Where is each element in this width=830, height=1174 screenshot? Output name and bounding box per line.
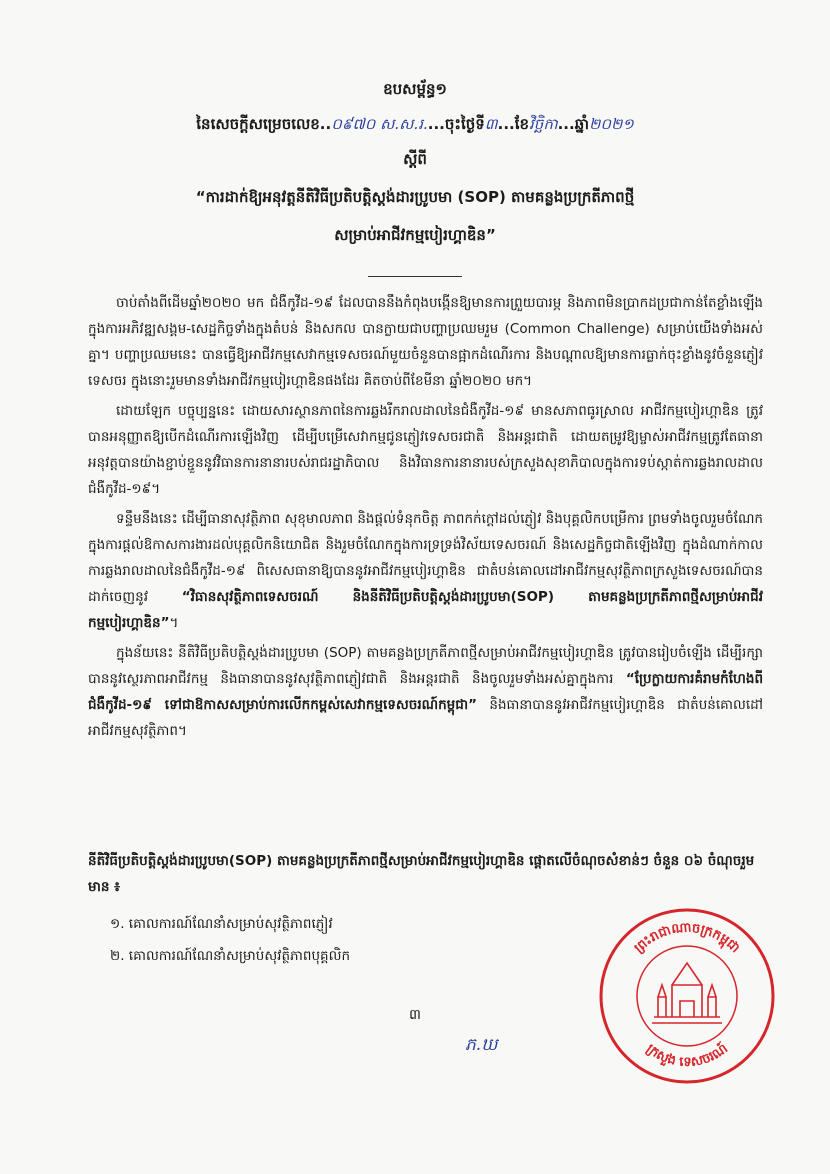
title-divider (368, 276, 462, 277)
date-day: ៣ (484, 115, 498, 133)
decision-line: នៃសេចក្ដីសម្រេចលេខ..០៩៧០ ស.ស.រ....ចុះថ្ងៃទី៣...ខែវិច្ឆិកា...ឆ្នាំ២០២១ (196, 115, 634, 133)
ministry-seal-stamp (596, 905, 778, 1087)
paragraph-3-end: ។ (169, 615, 179, 631)
date-month: វិច្ឆិកា (529, 115, 558, 133)
date-year-label: ឆ្នាំ (574, 115, 590, 133)
paragraph-2: ដោយឡែក បច្ចុប្បន្ននេះ ដោយសារស្ថានភាពនៃការឆ្លងរីករាលដាលនៃជំងឺកូវីដ-១៩ មានសភាពធូរស្រាល អាជីវកម្មបៀរហ្គាឌិន ត្រូវបានអនុញ្ញាតឱ្យបើកដំណើរការឡើងវិញ ដើម្បីបម្រើសេវាកម្មជូនភ្ញៀវទេសចរជាតិ និងអន្តរជាតិ ដោយតម្រូវឱ្យម្ចាស់អាជីវកម្មត្រូវតែធានាអនុវត្តបានយ៉ាងខ្ជាប់ខ្ជួននូវវិធានការនានារបស់រាជរដ្ឋាភិបាល និងវិធានការនានារបស់ក្រសួងសុខាភិបាលក្នុងការទប់ស្កាត់ការឆ្លងរាលដាលជំងឺកូវីដ-១៩។ (88, 403, 763, 497)
list-item: ២. គោលការណ៍ណែនាំសម្រាប់សុវត្ថិភាពបុគ្គលិក (110, 948, 351, 964)
principles-list (110, 908, 590, 972)
date-year: ២០២១ (589, 115, 634, 133)
page-number: ៣ (409, 1007, 421, 1023)
seal-top-textpath: ព្រះរាជាណាចក្រកម្ពុជា (631, 920, 743, 957)
seal-inner-ring (637, 946, 737, 1046)
summary-text: នីតិវិធីប្រតិបត្តិស្តង់ដារប្រូបមា(SOP) តាមគន្លងប្រក្រតីភាពថ្មីសម្រាប់អាជីវកម្មបៀរហ្គាឌិន ផ្ដោតលើចំណុចសំខាន់ៗ ចំនួន ០៦ ចំណុចរួមមាន ៖ (88, 853, 755, 895)
paragraph-3-text: ទន្ទឹមនឹងនេះ ដើម្បីធានាសុវត្ថិភាព សុខុមាលភាព និងផ្ដល់ទំនុកចិត្ត ភាពកក់ក្ដៅដល់ភ្ញៀវ និងបុគ្គលិកបម្រើការ ព្រមទាំងចូលរួមចំណែកក្នុងការផ្ដល់ឱកាសការងារដល់បុគ្គលិកនិយោជិត និងរួមចំណែកក្នុងការទ្រទ្រង់វិស័យទេសចរណ៍ និងសេដ្ឋកិច្ចជាតិឡើងវិញ ក្នុងដំណាក់កាលការឆ្លងរាលដាលនៃជំងឺកូវីដ-១៩ ពិសេសធានាឱ្យបាននូវអាជីវកម្មបៀរហ្គាឌិន ជាតំបន់គោលដៅអាជីវកម្មសុវត្ថិភាពក្រសួងទេសចរណ៍បានដាក់ចេញនូវ (88, 511, 763, 605)
handwritten-initials: ភ.ឃ (465, 1035, 498, 1055)
annex-label: ឧបសម្ព័ន្ធ១ (383, 80, 447, 98)
paragraph-4-emphasis: “ប្រែក្លាយការគំរាមកំហែងពីជំងឺកូវីដ-១៩ ទៅជាឱកាសសម្រាប់ការលើកកម្ពស់សេវាកម្មទេសចរណ៍កម្ពុជា” (88, 671, 764, 713)
paragraph-4-end: និងធានាបាននូវអាជីវកម្មបៀរហ្គាឌិន ជាតំបន់គោលដៅអាជីវកម្មសុវត្ថិភាព។ (88, 697, 763, 739)
date-day-label: ចុះថ្ងៃទី (444, 115, 485, 133)
paragraph-1: ចាប់តាំងពីដើមឆ្នាំ២០២០ មក ជំងឺកូវីដ-១៩ ដែលបាននឹងកំពុងបង្កើនឱ្យមានការព្រួយបារម្ភ និងភាពមិនប្រាកដប្រជាកាន់តែខ្លាំងឡើងក្នុងការអភិវឌ្ឍសង្គម-សេដ្ឋកិច្ចទាំងក្នុងតំបន់ និងសកល បានក្លាយជាបញ្ហាប្រឈមរួម (Common Challenge) សម្រាប់យើងទាំងអស់គ្នា។ បញ្ហាប្រឈមនេះ បានធ្វើឱ្យអាជីវកម្មសេវាកម្មទេសចរណ៍មួយចំនួនបានផ្អាកដំណើរការ និងបណ្ដាលឱ្យមានការធ្លាក់ចុះខ្លាំងនូវចំនួនភ្ញៀវទេសចរ ក្នុងនោះរួមមានទាំងអាជីវកម្មបៀរហ្គាឌិនផងដែរ គិតចាប់ពីខែមីនា ឆ្នាំ២០២០ មក។ (88, 295, 763, 389)
document-title (110, 178, 720, 254)
date-month-label: ខែ (514, 115, 530, 133)
seal-bottom-textpath: ក្រសួង ទេសចរណ៍ (643, 1041, 731, 1071)
seal-top-text (632, 920, 743, 956)
title-line-1: “ការដាក់ឱ្យអនុវត្តនីតិវិធីប្រតិបត្តិស្តង់ដារប្រូបមា (SOP) តាមគន្លងប្រក្រតីភាពថ្មី (195, 188, 635, 206)
about-label: ស្ដីពី (403, 150, 427, 168)
body-text (88, 290, 763, 748)
paragraph-4-text: ក្នុងន័យនេះ នីតិវិធីប្រតិបត្តិស្តង់ដារប្រូបមា (SOP) តាមគន្លងប្រក្រតីភាពថ្មីសម្រាប់អាជីវកម្មបៀរហ្គាឌិន ត្រូវបានរៀបចំឡើង ដើម្បីរក្សាបាននូវស្ថេរភាពអាជីវកម្ម និងធានាបាននូវសុវត្ថិភាពភ្ញៀវជាតិ និងអន្តរជាតិ និងចូលរួមទាំងអស់គ្នាក្នុងការ (88, 645, 763, 687)
paragraph-3-emphasis: “វិធានសុវត្ថិភាពទេសចរណ៍ និងនីតិវិធីប្រតិបត្តិស្តង់ដារប្រូបមា(SOP) តាមគន្លងប្រក្រតីភាពថ្មីសម្រាប់អាជីវកម្មបៀរហ្គាឌិន” (88, 589, 763, 631)
decision-prefix: នៃសេចក្ដីសម្រេចលេខ (196, 115, 320, 133)
paragraph-3 (88, 506, 763, 636)
seal-bottom-text (643, 1040, 731, 1070)
list-item: ១. គោលការណ៍ណែនាំសម្រាប់សុវត្ថិភាពភ្ញៀវ (110, 916, 333, 932)
paragraph-4 (88, 640, 763, 744)
decision-number: ០៩៧០ ស.ស.រ. (331, 115, 428, 133)
temple-emblem-icon (652, 963, 722, 1023)
title-line-2: សម្រាប់អាជីវកម្មបៀរហ្គាឌិន” (334, 226, 496, 244)
